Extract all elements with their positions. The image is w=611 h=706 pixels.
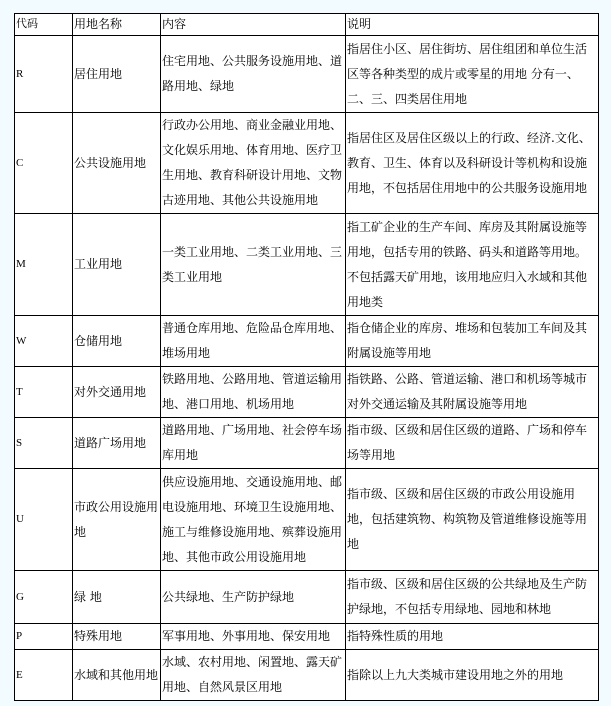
cell-name: 居住用地 [73,36,161,113]
cell-name: 对外交通用地 [73,367,161,418]
cell-name: 公共设施用地 [73,113,161,214]
table-row [15,214,599,316]
cell-code: R [15,36,73,113]
cell-description: 指市级、区级和居住区级的公共绿地及生产防护绿地，不包括专用绿地、园地和林地 [346,571,599,624]
cell-content: 道路用地、广场用地、社会停车场库用地 [161,418,346,469]
header-code: 代码 [15,14,73,36]
cell-content: 行政办公用地、商业金融业用地、文化娱乐用地、体育用地、医疗卫生用地、教育科研设计用地、文物古迹用地、其他公共设施用地 [161,113,346,214]
cell-code: U [15,469,73,571]
table-row [15,571,599,624]
cell-description: 指特殊性质的用地 [346,624,599,650]
cell-content: 一类工业用地、二类工业用地、三类工业用地 [161,214,346,316]
cell-code: E [15,650,73,701]
table-row [15,36,599,113]
cell-code: W [15,316,73,367]
cell-name: 仓储用地 [73,316,161,367]
header-name: 用地名称 [73,14,161,36]
cell-content: 军事用地、外事用地、保安用地 [161,624,346,650]
cell-name: 道路广场用地 [73,418,161,469]
cell-description: 指市级、区级和居住区级的市政公用设施用地，包括建筑物、构筑物及管道维修设施等用地 [346,469,599,571]
cell-code: P [15,624,73,650]
cell-description: 指除以上九大类城市建设用地之外的用地 [346,650,599,701]
cell-content: 普通仓库用地、危险品仓库用地、堆场用地 [161,316,346,367]
cell-description: 指居住区及居住区级以上的行政、经济.文化、教育、卫生、体育以及科研设计等机构和设施用地，不包括居住用地中的公共服务设施用地 [346,113,599,214]
land-use-table [14,13,599,701]
cell-description: 指仓储企业的库房、堆场和包装加工车间及其附属设施等用地 [346,316,599,367]
cell-code: S [15,418,73,469]
cell-content: 水域、农村用地、闲置地、露天矿用地、自然风景区用地 [161,650,346,701]
cell-content: 供应设施用地、交通设施用地、邮电设施用地、环境卫生设施用地、施工与维修设施用地、殡葬设施用地、其他市政公用设施用地 [161,469,346,571]
header-content: 内容 [161,14,346,36]
cell-code: G [15,571,73,624]
cell-description: 指工矿企业的生产车间、库房及其附属设施等用地，包括专用的铁路、码头和道路等用地。不包括露天矿用地，该用地应归入水域和其他用地类 [346,214,599,316]
cell-code: T [15,367,73,418]
table-row [15,316,599,367]
table-row [15,650,599,701]
cell-description: 指居住小区、居住街坊、居住组团和单位生活区等各种类型的成片或零星的用地 分有一、二、三、四类居住用地 [346,36,599,113]
cell-code: C [15,113,73,214]
cell-name: 绿 地 [73,571,161,624]
cell-content: 铁路用地、公路用地、管道运输用地、港口用地、机场用地 [161,367,346,418]
table-row [15,624,599,650]
table-row [15,367,599,418]
cell-code: M [15,214,73,316]
table-row [15,469,599,571]
cell-content: 公共绿地、生产防护绿地 [161,571,346,624]
table-row [15,113,599,214]
cell-name: 水域和其他用地 [73,650,161,701]
table-row [15,418,599,469]
cell-content: 住宅用地、公共服务设施用地、道路用地、绿地 [161,36,346,113]
header-description: 说明 [346,14,599,36]
cell-description: 指铁路、公路、管道运输、港口和机场等城市对外交通运输及其附属设施等用地 [346,367,599,418]
cell-description: 指市级、区级和居住区级的道路、广场和停车场等用地 [346,418,599,469]
cell-name: 工业用地 [73,214,161,316]
cell-name: 市政公用设施用地 [73,469,161,571]
table-header-row [15,14,599,36]
cell-name: 特殊用地 [73,624,161,650]
